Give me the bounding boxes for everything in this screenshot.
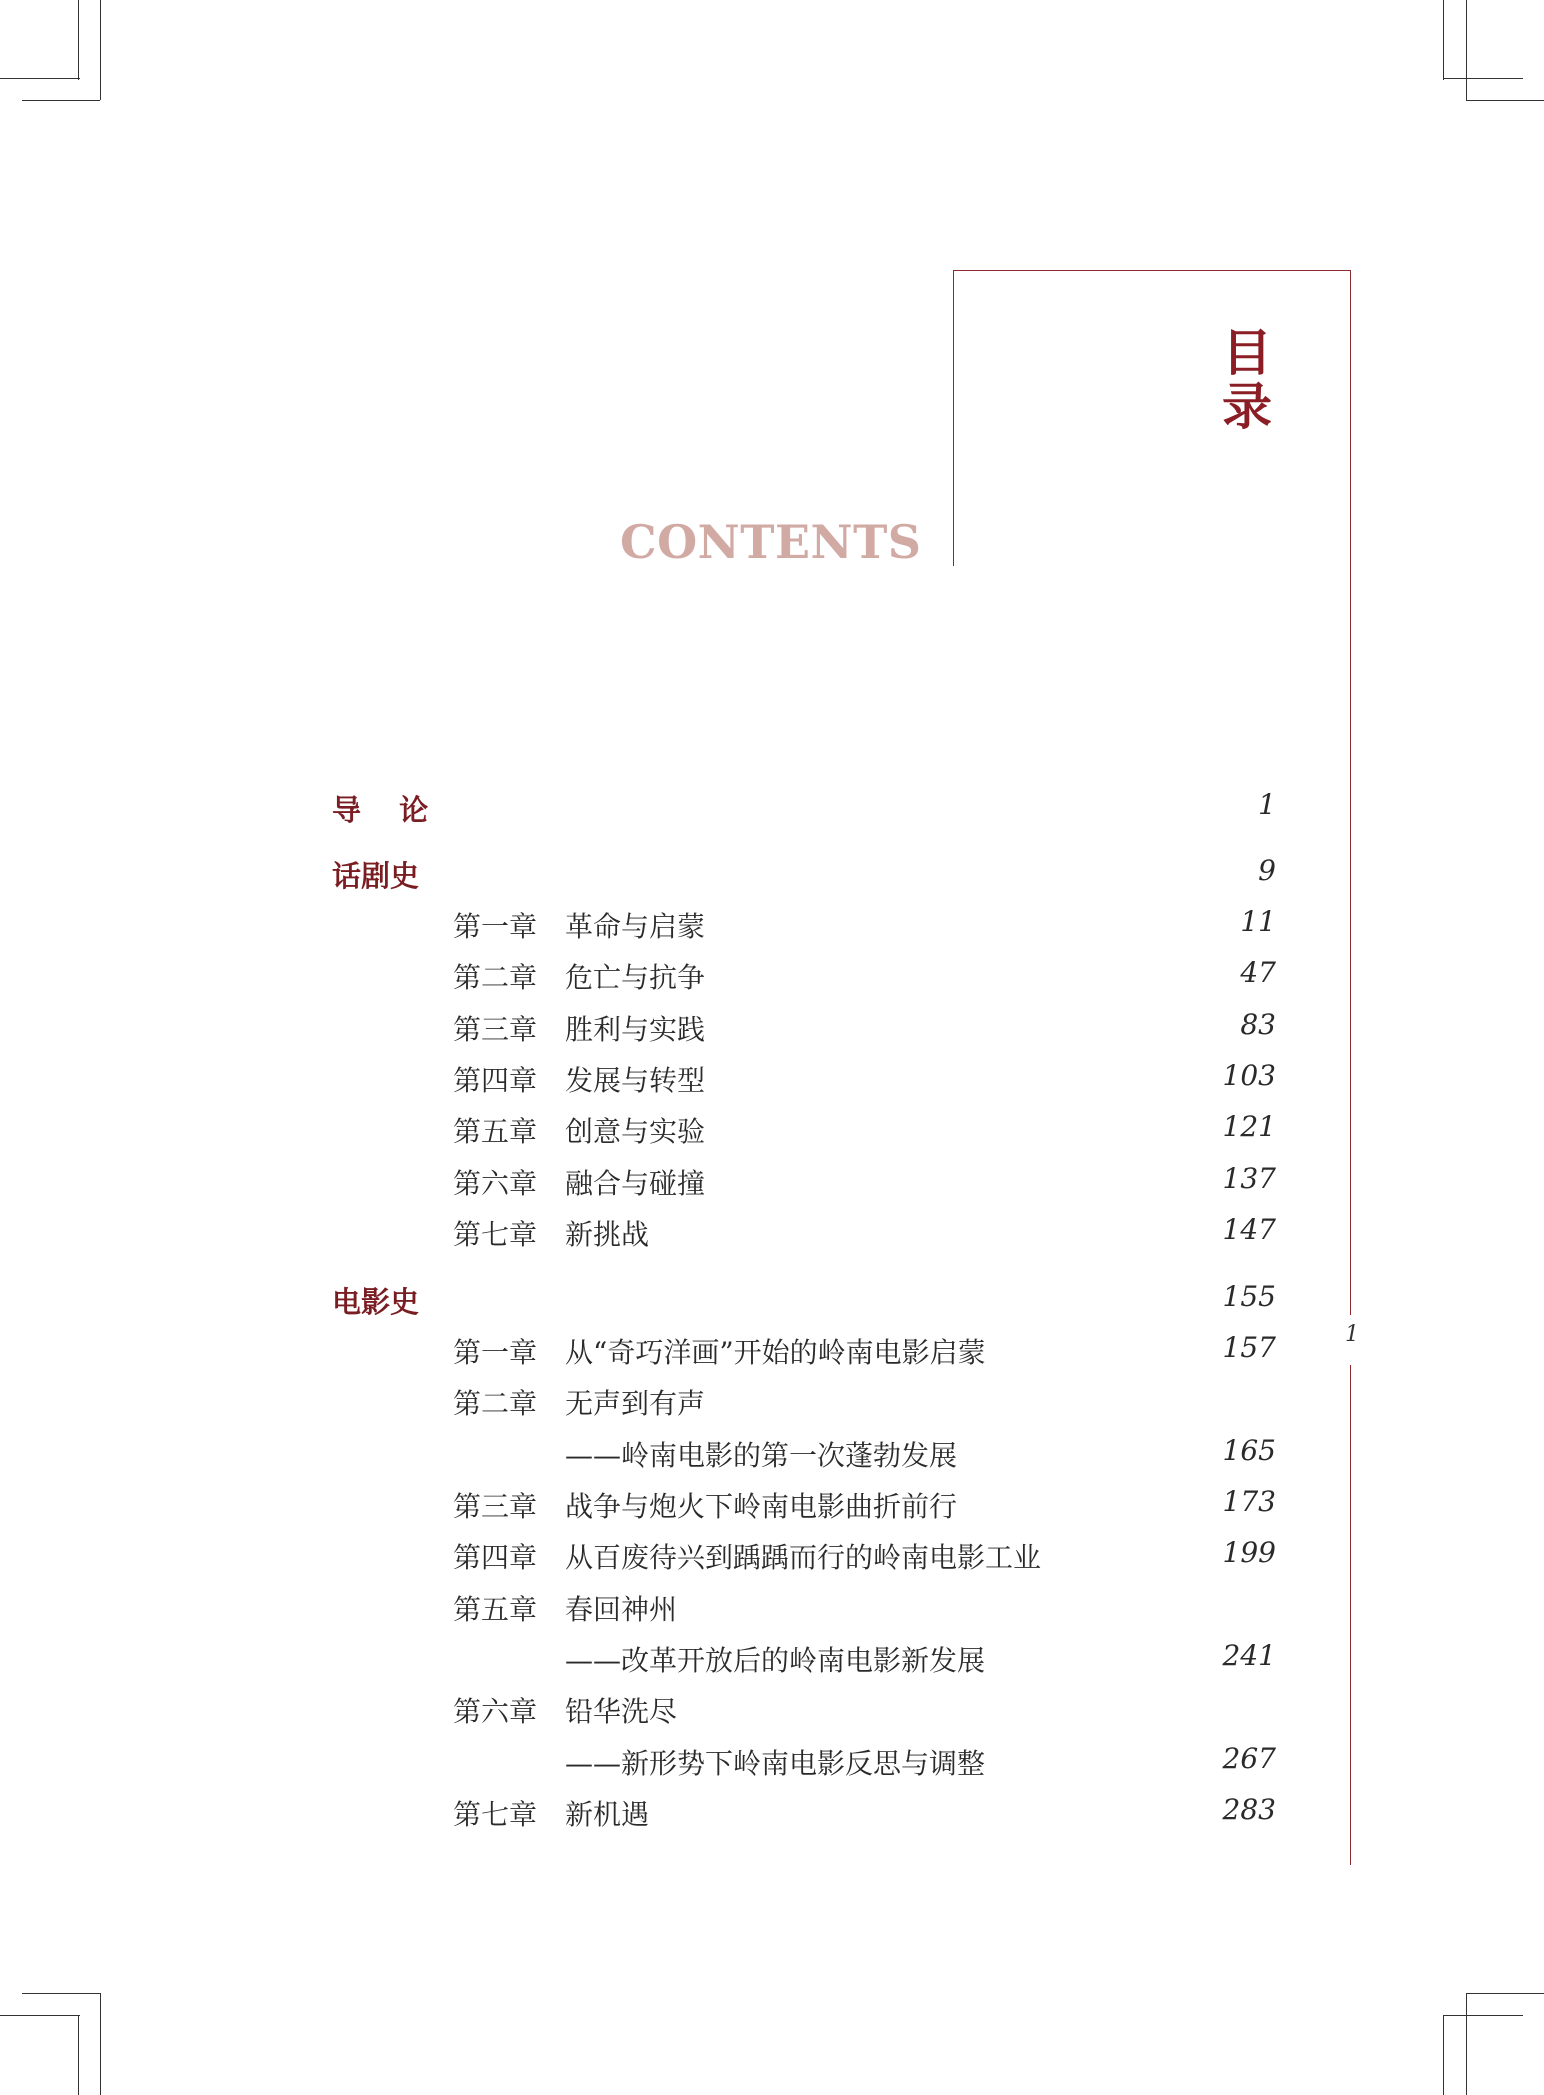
toc-page-number: 283 (1222, 1793, 1276, 1826)
toc-chapter-row[interactable] (0, 905, 1544, 945)
toc-chapter-row[interactable] (0, 956, 1544, 996)
crop-mark (0, 78, 80, 79)
toc-chapter-row[interactable] (0, 1536, 1544, 1576)
toc-chapter-subtitle: ——改革开放后的岭南电影新发展 (565, 1644, 986, 1677)
toc-chapter-label: 第七章 (453, 1218, 538, 1251)
toc-page-number: 241 (1222, 1639, 1276, 1672)
toc-chapter-row[interactable] (0, 1485, 1544, 1525)
toc-section-row[interactable] (0, 1280, 1544, 1320)
crop-mark (1443, 78, 1523, 79)
toc-page-number: 9 (1258, 854, 1276, 887)
toc-page-number: 147 (1222, 1213, 1276, 1246)
crop-mark (22, 1993, 100, 1994)
crop-mark (1466, 1993, 1467, 2095)
crop-mark (22, 100, 100, 101)
frame-line (953, 270, 954, 566)
toc-chapter-title: 融合与碰撞 (565, 1167, 706, 1200)
toc-chapter-label: 第四章 (453, 1541, 538, 1574)
page-number: 1 (1345, 1322, 1359, 1347)
toc-chapter-label: 第三章 (453, 1490, 538, 1523)
toc-section-title: 话剧史 (332, 859, 420, 893)
toc-chapter-row[interactable] (0, 1331, 1544, 1371)
crop-mark (100, 1993, 101, 2095)
toc-chapter-title: 无声到有声 (565, 1387, 706, 1420)
toc-chapter-title: 胜利与实践 (565, 1013, 706, 1046)
toc-chapter-label: 第五章 (453, 1115, 538, 1148)
toc-chapter-row[interactable] (0, 1213, 1544, 1253)
toc-page-number: 267 (1222, 1742, 1276, 1775)
toc-chapter-label: 第三章 (453, 1013, 538, 1046)
frame-line (953, 270, 1350, 271)
toc-chapter-label: 第一章 (453, 910, 538, 943)
toc-page-number: 83 (1240, 1008, 1276, 1041)
crop-mark (1466, 0, 1467, 100)
toc-chapter-title: 创意与实验 (565, 1115, 706, 1148)
crop-mark (1443, 2015, 1444, 2095)
crop-mark (78, 2015, 79, 2095)
toc-section-title: 导 论 (332, 793, 443, 827)
crop-mark (100, 0, 101, 100)
toc-page-number: 1 (1258, 788, 1276, 821)
toc-chapter-row[interactable] (0, 1110, 1544, 1150)
toc-subtitle-row[interactable] (0, 1639, 1544, 1679)
toc-section-row[interactable] (0, 788, 1544, 828)
toc-chapter-row[interactable] (0, 1382, 1544, 1422)
toc-chapter-label: 第二章 (453, 1387, 538, 1420)
crop-mark (1466, 100, 1544, 101)
toc-chapter-title: 从百废待兴到踽踽而行的岭南电影工业 (565, 1541, 1042, 1574)
toc-page-number: 47 (1240, 956, 1276, 989)
toc-chapter-row[interactable] (0, 1793, 1544, 1833)
toc-chapter-title: 危亡与抗争 (565, 961, 706, 994)
toc-page-number: 121 (1222, 1110, 1276, 1143)
toc-section-title: 电影史 (332, 1285, 420, 1319)
crop-mark (78, 0, 79, 80)
toc-chapter-title: 春回神州 (565, 1593, 678, 1626)
toc-chapter-row[interactable] (0, 1162, 1544, 1202)
toc-chapter-label: 第七章 (453, 1798, 538, 1831)
toc-chapter-label: 第二章 (453, 961, 538, 994)
toc-section-row[interactable] (0, 854, 1544, 894)
toc-page-number: 155 (1222, 1280, 1276, 1313)
toc-chapter-title: 发展与转型 (565, 1064, 706, 1097)
toc-chapter-row[interactable] (0, 1690, 1544, 1730)
toc-chapter-row[interactable] (0, 1588, 1544, 1628)
toc-page-number: 165 (1222, 1434, 1276, 1467)
toc-page-number: 173 (1222, 1485, 1276, 1518)
toc-subtitle-row[interactable] (0, 1434, 1544, 1474)
toc-chapter-title: 新机遇 (565, 1798, 650, 1831)
page-title-en: CONTENTS (620, 515, 922, 569)
toc-page-number: 103 (1222, 1059, 1276, 1092)
toc-subtitle-row[interactable] (0, 1742, 1544, 1782)
toc-chapter-subtitle: ——岭南电影的第一次蓬勃发展 (565, 1439, 958, 1472)
toc-chapter-label: 第一章 (453, 1336, 538, 1369)
toc-chapter-label: 第五章 (453, 1593, 538, 1626)
toc-chapter-subtitle: ——新形势下岭南电影反思与调整 (565, 1747, 986, 1780)
toc-chapter-label: 第六章 (453, 1695, 538, 1728)
crop-mark (1466, 1993, 1544, 1994)
toc-chapter-label: 第四章 (453, 1064, 538, 1097)
crop-mark (0, 2015, 80, 2016)
toc-chapter-row[interactable] (0, 1008, 1544, 1048)
toc-chapter-title: 革命与启蒙 (565, 910, 706, 943)
toc-chapter-title: 战争与炮火下岭南电影曲折前行 (565, 1490, 958, 1523)
toc-page-number: 199 (1222, 1536, 1276, 1569)
toc-chapter-title: 新挑战 (565, 1218, 650, 1251)
toc-page-number: 137 (1222, 1162, 1276, 1195)
toc-chapter-title: 从“奇巧洋画”开始的岭南电影启蒙 (565, 1336, 986, 1369)
toc-chapter-row[interactable] (0, 1059, 1544, 1099)
toc-chapter-title: 铅华洗尽 (565, 1695, 678, 1728)
toc-page-number: 11 (1240, 905, 1276, 938)
crop-mark (1443, 0, 1444, 80)
crop-mark (1443, 2015, 1523, 2016)
toc-chapter-label: 第六章 (453, 1167, 538, 1200)
page-title-cn: 目录 (1222, 323, 1272, 436)
toc-page-number: 157 (1222, 1331, 1276, 1364)
